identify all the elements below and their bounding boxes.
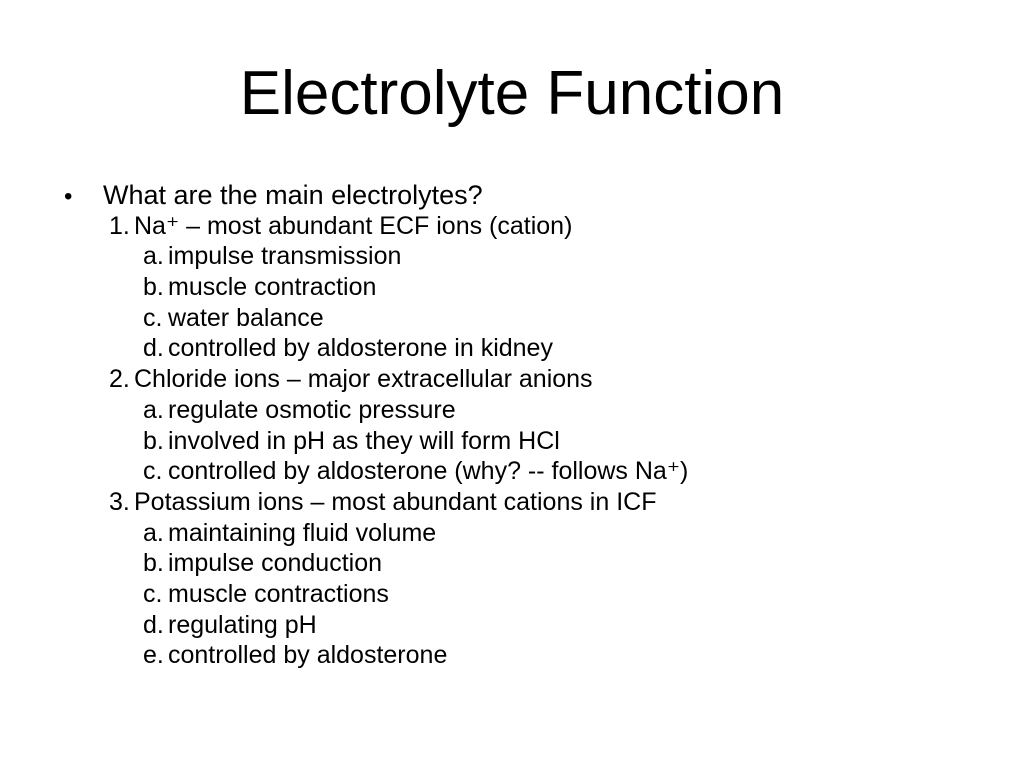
list-marker: c. [143, 303, 163, 332]
lettered-subitem [0, 610, 1024, 641]
list-item-text: impulse conduction [168, 549, 383, 578]
list-marker: 1. [109, 211, 130, 240]
lettered-subitem [0, 395, 1024, 426]
list-marker: d. [143, 334, 164, 363]
list-marker: a. [143, 242, 164, 271]
numbered-item-sodium [0, 211, 1024, 242]
slide-title: Electrolyte Function [239, 59, 785, 128]
list-marker: a. [143, 395, 164, 424]
list-item-text: muscle contraction [168, 273, 377, 302]
list-marker: a. [143, 518, 164, 547]
list-marker: e. [143, 641, 164, 670]
list-marker: b. [143, 549, 164, 578]
list-marker: d. [143, 610, 164, 639]
list-item-text: controlled by aldosterone in kidney [168, 334, 553, 363]
lettered-subitem [0, 333, 1024, 364]
numbered-item-potassium [0, 487, 1024, 518]
list-item-text: muscle contractions [168, 579, 389, 608]
list-item-text: regulating pH [168, 610, 317, 639]
list-item-text: Chloride ions – major extracellular anions [134, 365, 593, 394]
list-item-text: maintaining fluid volume [168, 518, 437, 547]
list-item-text: controlled by aldosterone (why? -- follows Na⁺) [168, 457, 689, 486]
list-marker: c. [143, 579, 163, 608]
lettered-subitem [0, 456, 1024, 487]
main-bullet-line [0, 180, 1024, 211]
lettered-subitem [0, 426, 1024, 457]
lettered-subitem [0, 518, 1024, 549]
lettered-subitem [0, 579, 1024, 610]
list-marker: 3. [109, 487, 130, 516]
list-item-text: regulate osmotic pressure [168, 395, 456, 424]
lettered-subitem [0, 548, 1024, 579]
list-marker: b. [143, 426, 164, 455]
slide-body [0, 180, 1024, 671]
lettered-subitem [0, 640, 1024, 671]
numbered-item-chloride [0, 364, 1024, 395]
list-item-text: water balance [168, 303, 324, 332]
list-marker: b. [143, 273, 164, 302]
list-item-text: controlled by aldosterone [168, 641, 448, 670]
bullet-marker: • [64, 183, 73, 210]
list-item-text: Na⁺ – most abundant ECF ions (cation) [134, 211, 573, 240]
main-question-text: What are the main electrolytes? [103, 180, 483, 210]
lettered-subitem [0, 272, 1024, 303]
lettered-subitem [0, 303, 1024, 334]
list-item-text: Potassium ions – most abundant cations in ICF [134, 487, 657, 516]
lettered-subitem [0, 241, 1024, 272]
list-item-text: involved in pH as they will form HCl [168, 426, 560, 455]
list-marker: c. [143, 457, 163, 486]
list-item-text: impulse transmission [168, 242, 402, 271]
list-marker: 2. [109, 365, 130, 394]
